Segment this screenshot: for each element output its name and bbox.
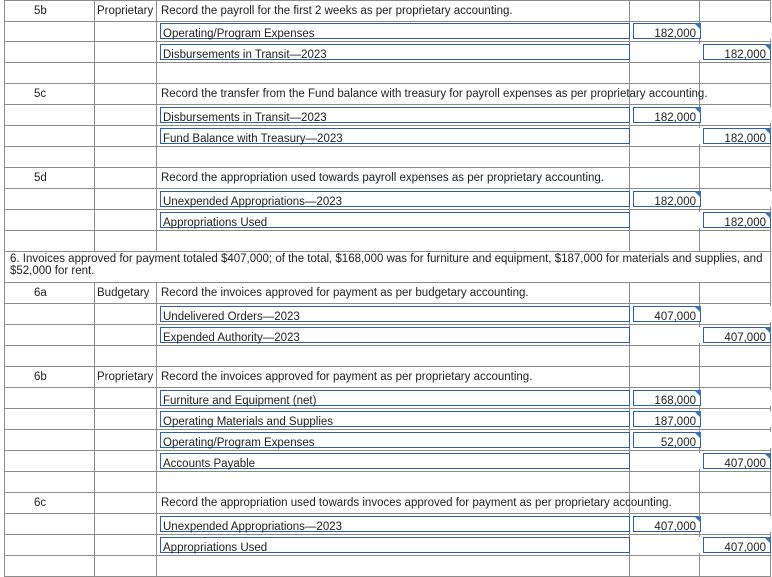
grid-line: [4, 21, 5, 41]
credit-amount: 407,000: [724, 332, 766, 344]
account-name: Fund Balance with Treasury—2023: [163, 133, 343, 145]
grid-line: [94, 535, 95, 555]
debit-field[interactable]: [633, 212, 701, 228]
grid-line: [4, 168, 5, 188]
grid-line: [156, 283, 157, 303]
entry-label: 5c: [34, 88, 47, 100]
grid-line: [4, 409, 5, 429]
journal-line-row: [4, 42, 771, 63]
grid-line: [156, 367, 157, 387]
account-name: Operating/Program Expenses: [163, 437, 315, 449]
debit-amount: 407,000: [654, 311, 696, 323]
journal-line-row: [4, 451, 771, 472]
grid-line: [4, 210, 5, 230]
journal-line-row: [4, 409, 771, 430]
grid-line: [699, 346, 700, 366]
grid-line: [94, 325, 95, 345]
grid-line: [94, 168, 95, 188]
grid-line: [94, 210, 95, 230]
credit-field[interactable]: [703, 327, 771, 343]
grid-line: [699, 556, 700, 576]
account-name: Operating Materials and Supplies: [163, 416, 334, 428]
grid-line: [4, 147, 5, 167]
grid-line: [94, 304, 95, 324]
grid-line: [156, 514, 157, 534]
journal-line-row: [4, 304, 771, 325]
problem-text-row: [4, 252, 771, 283]
corner-marker-icon: [694, 23, 701, 30]
debit-field[interactable]: [633, 411, 701, 427]
corner-marker-icon: [764, 327, 771, 334]
account-field[interactable]: [160, 212, 630, 228]
account-field[interactable]: [160, 327, 630, 343]
grid-line: [156, 1, 157, 21]
grid-line: [94, 367, 95, 387]
blank-row: [4, 472, 771, 493]
corner-marker-icon: [694, 107, 701, 114]
credit-field[interactable]: [703, 516, 771, 532]
grid-line: [699, 63, 700, 83]
grid-line: [629, 168, 630, 188]
grid-line: [629, 147, 630, 167]
grid-line: [770, 231, 771, 251]
credit-amount: 182,000: [724, 217, 766, 229]
corner-marker-icon: [764, 128, 771, 135]
blank-row: [4, 231, 771, 252]
grid-line: [4, 189, 5, 209]
entry-description: Record the appropriation used towards payroll expenses as per proprietary accounting.: [161, 172, 605, 184]
grid-line: [4, 514, 5, 534]
grid-line: [629, 1, 630, 21]
grid-line: [770, 252, 771, 282]
credit-field[interactable]: [703, 390, 771, 406]
grid-line: [156, 556, 157, 576]
debit-field[interactable]: [633, 128, 701, 144]
credit-field[interactable]: [703, 107, 771, 123]
grid-line: [94, 451, 95, 471]
entry-header-row: [4, 283, 771, 304]
grid-line: [156, 409, 157, 429]
grid-line: [699, 168, 700, 188]
grid-line: [94, 283, 95, 303]
credit-field[interactable]: [703, 306, 771, 322]
account-field[interactable]: [160, 453, 630, 469]
account-field[interactable]: [160, 128, 630, 144]
grid-line: [94, 1, 95, 21]
entry-label: 6c: [34, 497, 47, 509]
journal-line-row: [4, 535, 771, 556]
grid-line: [4, 556, 5, 576]
grid-line: [156, 21, 157, 41]
journal-line-row: [4, 21, 771, 42]
grid-line: [770, 346, 771, 366]
grid-line: [94, 388, 95, 408]
debit-field[interactable]: [633, 191, 701, 207]
account-field[interactable]: [160, 516, 630, 532]
grid-line: [770, 367, 771, 387]
account-name: Unexpended Appropriations—2023: [163, 521, 343, 533]
account-name: Furniture and Equipment (net): [163, 395, 317, 407]
corner-marker-icon: [764, 537, 771, 544]
debit-field[interactable]: [633, 107, 701, 123]
corner-marker-icon: [694, 432, 701, 439]
journal-line-row: [4, 126, 771, 147]
grid-line: [4, 252, 5, 282]
blank-row: [4, 556, 771, 577]
blank-row: [4, 346, 771, 367]
grid-line: [4, 231, 5, 251]
corner-marker-icon: [764, 453, 771, 460]
debit-amount: 182,000: [654, 196, 696, 208]
grid-line: [156, 472, 157, 492]
credit-amount: 182,000: [724, 49, 766, 61]
grid-line: [94, 556, 95, 576]
entry-description: Record the invoices approved for payment as per budgetary accounting.: [161, 287, 529, 299]
grid-line: [770, 168, 771, 188]
journal-line-row: [4, 514, 771, 535]
entry-description: Record the invoices approved for payment as per proprietary accounting.: [161, 371, 533, 383]
debit-field[interactable]: [633, 390, 701, 406]
grid-line: [94, 346, 95, 366]
grid-line: [770, 1, 771, 21]
account-name: Unexpended Appropriations—2023: [163, 196, 343, 208]
entry-header-row: [4, 0, 771, 22]
debit-amount: 182,000: [654, 112, 696, 124]
credit-field[interactable]: [703, 23, 771, 39]
debit-field[interactable]: [633, 516, 701, 532]
grid-line: [94, 430, 95, 450]
grid-line: [94, 189, 95, 209]
debit-amount: 168,000: [654, 395, 696, 407]
account-field[interactable]: [160, 432, 630, 448]
grid-line: [156, 63, 157, 83]
grid-line: [94, 63, 95, 83]
grid-line: [629, 367, 630, 387]
entry-description: Record the transfer from the Fund balance with treasury for payroll expenses as per proprietary accounting.: [161, 88, 708, 100]
grid-line: [4, 1, 5, 21]
grid-line: [699, 472, 700, 492]
grid-line: [94, 514, 95, 534]
grid-line: [4, 84, 5, 104]
account-name: Disbursements in Transit—2023: [163, 112, 327, 124]
account-field[interactable]: [160, 411, 630, 427]
debit-field[interactable]: [633, 453, 701, 469]
grid-line: [629, 346, 630, 366]
credit-field[interactable]: [703, 537, 771, 553]
account-field[interactable]: [160, 537, 630, 553]
account-name: Accounts Payable: [163, 458, 256, 470]
entry-category: Proprietary: [97, 371, 154, 383]
account-name: Undelivered Orders—2023: [163, 311, 300, 323]
entry-category: Proprietary: [97, 5, 154, 17]
grid-line: [156, 42, 157, 62]
grid-line: [94, 42, 95, 62]
grid-line: [156, 304, 157, 324]
grid-line: [770, 147, 771, 167]
grid-line: [770, 493, 771, 513]
grid-line: [699, 147, 700, 167]
account-name: Operating/Program Expenses: [163, 28, 315, 40]
grid-line: [156, 189, 157, 209]
grid-line: [4, 63, 5, 83]
blank-row: [4, 147, 771, 168]
account-field[interactable]: [160, 44, 630, 60]
grid-line: [156, 325, 157, 345]
grid-line: [156, 126, 157, 146]
entry-description: Record the appropriation used towards invoces approved for payment as per proprietary accounting.: [161, 497, 672, 509]
account-field[interactable]: [160, 390, 630, 406]
problem-statement: 6. Invoices approved for payment totaled $407,000; of the total, $168,000 was for furniture and equipment, $187,000 for materials and supplies, and $52,000 for rent.: [10, 253, 763, 277]
grid-line: [629, 283, 630, 303]
entry-label: 5b: [34, 5, 47, 17]
grid-line: [156, 388, 157, 408]
credit-field[interactable]: [703, 212, 771, 228]
account-name: Appropriations Used: [163, 542, 268, 554]
debit-field[interactable]: [633, 537, 701, 553]
blank-row: [4, 63, 771, 84]
entry-header-row: [4, 84, 771, 105]
grid-line: [699, 283, 700, 303]
corner-marker-icon: [764, 212, 771, 219]
grid-line: [4, 126, 5, 146]
credit-field[interactable]: [703, 411, 771, 427]
grid-line: [156, 168, 157, 188]
journal-line-row: [4, 430, 771, 451]
corner-marker-icon: [694, 390, 701, 397]
credit-field[interactable]: [703, 44, 771, 60]
credit-field[interactable]: [703, 128, 771, 144]
grid-line: [94, 126, 95, 146]
grid-line: [4, 535, 5, 555]
grid-line: [156, 430, 157, 450]
grid-line: [4, 346, 5, 366]
grid-line: [629, 472, 630, 492]
entry-category: Budgetary: [97, 287, 150, 299]
journal-line-row: [4, 189, 771, 210]
corner-marker-icon: [694, 411, 701, 418]
debit-field[interactable]: [633, 23, 701, 39]
grid-line: [770, 472, 771, 492]
grid-line: [94, 493, 95, 513]
account-field[interactable]: [160, 191, 630, 207]
grid-line: [4, 430, 5, 450]
grid-line: [4, 367, 5, 387]
grid-line: [156, 84, 157, 104]
grid-line: [629, 556, 630, 576]
grid-line: [94, 84, 95, 104]
grid-line: [4, 493, 5, 513]
grid-line: [156, 346, 157, 366]
account-field[interactable]: [160, 306, 630, 322]
account-name: Expended Authority—2023: [163, 332, 300, 344]
debit-field[interactable]: [633, 44, 701, 60]
account-name: Disbursements in Transit—2023: [163, 49, 327, 61]
grid-line: [4, 42, 5, 62]
grid-line: [156, 210, 157, 230]
debit-amount: 187,000: [654, 416, 696, 428]
credit-amount: 407,000: [724, 458, 766, 470]
journal-line-row: [4, 388, 771, 409]
journal-line-row: [4, 210, 771, 231]
debit-amount: 52,000: [660, 437, 696, 449]
grid-line: [4, 472, 5, 492]
grid-line: [4, 451, 5, 471]
credit-field[interactable]: [703, 432, 771, 448]
credit-amount: 407,000: [724, 542, 766, 554]
grid-line: [4, 325, 5, 345]
entry-label: 6b: [34, 371, 47, 383]
corner-marker-icon: [764, 44, 771, 51]
credit-field[interactable]: [703, 191, 771, 207]
grid-line: [94, 21, 95, 41]
corner-marker-icon: [694, 516, 701, 523]
account-field[interactable]: [160, 23, 630, 39]
grid-line: [629, 231, 630, 251]
account-name: Appropriations Used: [163, 217, 268, 229]
corner-marker-icon: [694, 191, 701, 198]
grid-line: [156, 231, 157, 251]
grid-line: [156, 147, 157, 167]
account-field[interactable]: [160, 107, 630, 123]
credit-field[interactable]: [703, 453, 771, 469]
entry-header-row: [4, 168, 771, 189]
grid-line: [770, 556, 771, 576]
grid-line: [629, 63, 630, 83]
grid-line: [156, 535, 157, 555]
grid-line: [94, 231, 95, 251]
entry-header-row: [4, 493, 771, 514]
grid-line: [4, 304, 5, 324]
debit-amount: 407,000: [654, 521, 696, 533]
debit-amount: 182,000: [654, 28, 696, 40]
entry-label: 5d: [34, 172, 47, 184]
grid-line: [4, 283, 5, 303]
grid-line: [4, 105, 5, 125]
grid-line: [699, 493, 700, 513]
debit-field[interactable]: [633, 327, 701, 343]
journal-line-row: [4, 325, 771, 346]
debit-field[interactable]: [633, 306, 701, 322]
grid-line: [699, 1, 700, 21]
grid-line: [699, 231, 700, 251]
grid-line: [94, 409, 95, 429]
grid-line: [94, 147, 95, 167]
grid-line: [770, 63, 771, 83]
grid-line: [770, 283, 771, 303]
grid-line: [156, 105, 157, 125]
grid-line: [4, 388, 5, 408]
debit-field[interactable]: [633, 432, 701, 448]
corner-marker-icon: [694, 306, 701, 313]
credit-amount: 182,000: [724, 133, 766, 145]
grid-line: [94, 472, 95, 492]
entry-label: 6a: [34, 287, 47, 299]
grid-line: [94, 105, 95, 125]
journal-line-row: [4, 105, 771, 126]
grid-line: [156, 493, 157, 513]
grid-line: [156, 451, 157, 471]
grid-line: [699, 367, 700, 387]
grid-line: [770, 84, 771, 104]
entry-header-row: [4, 367, 771, 388]
entry-description: Record the payroll for the first 2 weeks as per proprietary accounting.: [161, 5, 513, 17]
